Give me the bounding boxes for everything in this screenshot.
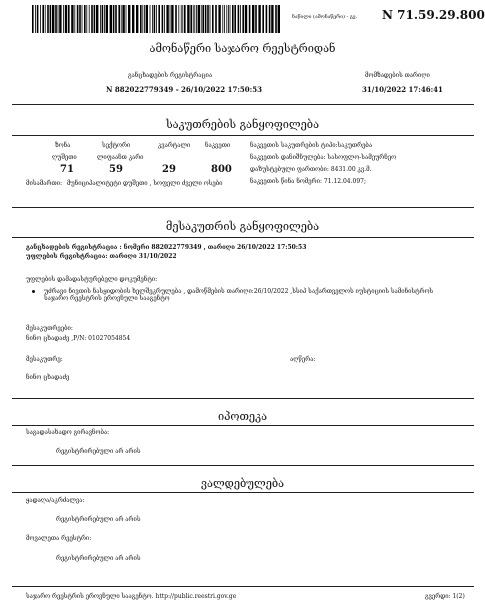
owner-section-title: მესაკუთრის განყოფილება bbox=[165, 220, 320, 233]
barcode-bar bbox=[94, 5, 96, 33]
auth-date: უფლების რეგისტრაცია: თარიღი 31/10/2022 bbox=[26, 253, 177, 260]
barcode-bar bbox=[230, 5, 231, 33]
barcode-bar bbox=[136, 5, 138, 33]
land-area: დაზუსტებული ფართობი: 8431.00 კვ.მ. bbox=[250, 166, 372, 173]
barcode-bar bbox=[150, 5, 151, 33]
barcode-bar bbox=[63, 5, 64, 33]
barcode-bar bbox=[170, 5, 171, 33]
barcode-bar bbox=[45, 5, 46, 33]
barcode-bar bbox=[164, 5, 165, 33]
divider bbox=[12, 207, 474, 208]
barcode-bar bbox=[275, 5, 277, 33]
basis-text: უძრავი ნივთის ნასყიდობის ხელშეკრულება , დამოწმების თარიღი:26/10/2022 ,სსიპ საქართველოს იუსტიციის სამინისტროს საჯარო რეესტრის ეროვნული სააგენტო bbox=[44, 288, 434, 302]
barcode-bar bbox=[58, 5, 59, 33]
barcode-bar bbox=[238, 5, 240, 33]
barcode-bar bbox=[42, 5, 44, 33]
barcode-bar bbox=[50, 5, 52, 33]
barcode-bar bbox=[198, 5, 200, 33]
barcode-bar bbox=[218, 5, 220, 33]
barcode-bar bbox=[128, 5, 130, 33]
barcode-bar bbox=[154, 5, 156, 33]
barcode-bar bbox=[96, 5, 98, 33]
barcode-bar bbox=[91, 5, 93, 33]
ownership-type: ნაკვეთის საკუთრების ტიპი:საკუთრება bbox=[250, 142, 373, 149]
barcode-bar bbox=[65, 5, 67, 33]
app-reg-label: განცხადების რეგისტრაცია bbox=[128, 72, 213, 79]
barcode-bar bbox=[86, 5, 87, 33]
barcode-bar bbox=[181, 5, 182, 33]
barcode-bar bbox=[166, 5, 168, 33]
divider bbox=[12, 465, 474, 466]
document-title: ამონაწერი საჯარო რეესტრიდან bbox=[149, 42, 336, 55]
seizure-status: რეგისტრირებული არ არის bbox=[56, 516, 141, 523]
barcode-bar bbox=[269, 5, 271, 33]
debtor-registry-label: მოვალეთა რეესტრი: bbox=[26, 535, 92, 542]
barcode-bar bbox=[104, 5, 105, 33]
address-value: მუნიციპალიტეტი დუშეთი , სოფელი ძველი ოსები bbox=[67, 180, 223, 187]
barcode-bar bbox=[55, 5, 57, 33]
barcode-bar bbox=[228, 5, 229, 33]
barcode-bar bbox=[71, 5, 73, 33]
owner-name: ნინო ცხადაძე ,P/N: 01027054854 bbox=[26, 335, 131, 342]
barcode-bar bbox=[100, 5, 101, 33]
barcode-bar bbox=[113, 5, 115, 33]
footer-agency: საჯარო რეესტრის ეროვნული სააგენტო. http://public.reestri.gov.ge bbox=[26, 593, 237, 600]
barcode-bar bbox=[240, 5, 241, 33]
prep-date-value: 31/10/2022 17:46:41 bbox=[362, 85, 443, 94]
barcode-bar bbox=[126, 5, 127, 33]
bullet-icon bbox=[32, 290, 35, 293]
prev-parcel-number: ნაკვეთის წინა ნომერი: 71.12.04.097; bbox=[250, 178, 367, 185]
barcode-bar bbox=[196, 5, 197, 33]
barcode-bar bbox=[68, 5, 70, 33]
barcode-bar bbox=[210, 5, 211, 33]
barcode-bar bbox=[162, 5, 164, 33]
block-value: 29 bbox=[162, 164, 176, 175]
divider bbox=[12, 104, 474, 105]
barcode-bar bbox=[142, 5, 143, 33]
barcode-bar bbox=[122, 5, 124, 33]
sector-value: 59 bbox=[109, 164, 123, 175]
barcode-bar bbox=[178, 5, 179, 33]
barcode-bar bbox=[89, 5, 90, 33]
barcode-bar bbox=[79, 5, 81, 33]
barcode-bar bbox=[215, 5, 217, 33]
zone-head: ზონა bbox=[55, 142, 71, 149]
barcode-bar bbox=[118, 5, 120, 33]
debts-section-title: ვალდებულება bbox=[200, 477, 285, 490]
barcode-bar bbox=[234, 5, 236, 33]
divider bbox=[12, 425, 474, 426]
address-label: მისამართი: bbox=[26, 180, 63, 187]
barcode-bar bbox=[249, 5, 251, 33]
app-reg-value: N 882022779349 - 26/10/2022 17:50:53 bbox=[106, 85, 262, 94]
barcode-bar bbox=[32, 5, 34, 33]
barcode-bar bbox=[35, 5, 36, 33]
barcode-bar bbox=[40, 5, 41, 33]
barcode-bar bbox=[245, 5, 247, 33]
divider bbox=[12, 586, 474, 587]
zone-sub: ღუშეთი bbox=[52, 154, 77, 161]
barcode-bar bbox=[59, 5, 61, 33]
barcode-bar bbox=[102, 5, 104, 33]
barcode-bar bbox=[224, 5, 225, 33]
seizure-label: ყადაღა/აკრძალვა: bbox=[26, 497, 85, 504]
barcode-bar bbox=[84, 5, 86, 33]
zone-value: 71 bbox=[60, 164, 74, 175]
barcode-bar bbox=[152, 5, 153, 33]
barcode-bar bbox=[175, 5, 177, 33]
barcode-bar bbox=[106, 5, 108, 33]
barcode-bar bbox=[193, 5, 194, 33]
barcode-bar bbox=[255, 5, 257, 33]
co-owner-label: მესაკუთრე: bbox=[26, 356, 63, 363]
block-head: კვარტალი bbox=[158, 142, 191, 149]
barcode-bar bbox=[52, 5, 54, 33]
barcode-bar bbox=[194, 5, 195, 33]
barcode-bar bbox=[232, 5, 234, 33]
co-owner-name: ნინო ცხადაძე bbox=[26, 374, 70, 381]
divider bbox=[12, 398, 474, 399]
barcode-bar bbox=[262, 5, 264, 33]
mortgage-subject-label: საგადასახადო გირავნობა: bbox=[26, 429, 110, 436]
barcode-bar bbox=[115, 5, 117, 33]
description-label: აღწერა: bbox=[290, 356, 316, 363]
barcode-bar bbox=[252, 5, 254, 33]
barcode-bar bbox=[184, 5, 186, 33]
barcode-bar bbox=[171, 5, 173, 33]
basis-label: უფლების დამადასტურებელი დოკუმენტი: bbox=[26, 276, 158, 283]
debtor-registry-status: რეგისტრირებული არ არის bbox=[56, 555, 141, 562]
barcode-bar bbox=[37, 5, 39, 33]
barcode-bar bbox=[110, 5, 112, 33]
barcode-bar bbox=[205, 5, 207, 33]
parcel-value: 800 bbox=[211, 164, 232, 175]
header-small-caption: ნაწილი (ამონაწერი) - გვ. bbox=[292, 14, 358, 20]
barcode-bar bbox=[202, 5, 204, 33]
barcode-bar bbox=[132, 5, 134, 33]
barcode-bar bbox=[258, 5, 260, 33]
barcode-bar bbox=[182, 5, 183, 33]
barcode-bar bbox=[212, 5, 214, 33]
barcode-bar bbox=[47, 5, 49, 33]
owner-app-line: განცხადების რეგისტრაცია : ნომერი 882022779349 , თარიღი 26/10/2022 17:50:53 bbox=[26, 244, 307, 251]
barcode-bar bbox=[226, 5, 227, 33]
barcode-bar bbox=[187, 5, 189, 33]
barcode-bar bbox=[82, 5, 83, 33]
barcode-bar bbox=[222, 5, 223, 33]
barcode-bar bbox=[156, 5, 157, 33]
barcode-bar bbox=[201, 5, 202, 33]
footer-page-number: გვერდი: 1(2) bbox=[425, 593, 465, 600]
barcode-image bbox=[32, 5, 280, 33]
barcode-bar bbox=[121, 5, 122, 33]
divider bbox=[12, 492, 474, 493]
mortgage-section-title: იპოთეკა bbox=[217, 410, 268, 423]
mortgage-status: რეგისტრირებული არ არის bbox=[56, 448, 141, 455]
barcode-bar bbox=[158, 5, 160, 33]
barcode-bar bbox=[271, 5, 273, 33]
header-ref-number: N 71.59.29.800 bbox=[382, 8, 485, 22]
barcode-bar bbox=[77, 5, 79, 33]
barcode-bar bbox=[146, 5, 148, 33]
barcode-bar bbox=[266, 5, 268, 33]
land-purpose: ნაკვეთის დანიშნულება: სასოფლო-სამეურნეო bbox=[250, 154, 397, 161]
prep-date-label: მომზადების თარიღი bbox=[365, 72, 430, 79]
barcode-bar bbox=[190, 5, 192, 33]
divider bbox=[12, 135, 474, 136]
barcode-bar bbox=[278, 5, 280, 33]
owners-label: მესაკუთრეები: bbox=[26, 325, 73, 332]
sector-sub: ლიფაანთ კარი bbox=[97, 154, 144, 161]
barcode-bar bbox=[140, 5, 142, 33]
barcode-bar bbox=[207, 5, 209, 33]
divider bbox=[12, 237, 474, 238]
barcode-bar bbox=[74, 5, 75, 33]
parcel-head: ნაკვეთი bbox=[205, 142, 231, 149]
barcode-bar bbox=[144, 5, 145, 33]
property-section-title: საკუთრების განყოფილება bbox=[165, 118, 320, 131]
barcode-bar bbox=[242, 5, 244, 33]
sector-head: სექტორი bbox=[102, 142, 131, 149]
